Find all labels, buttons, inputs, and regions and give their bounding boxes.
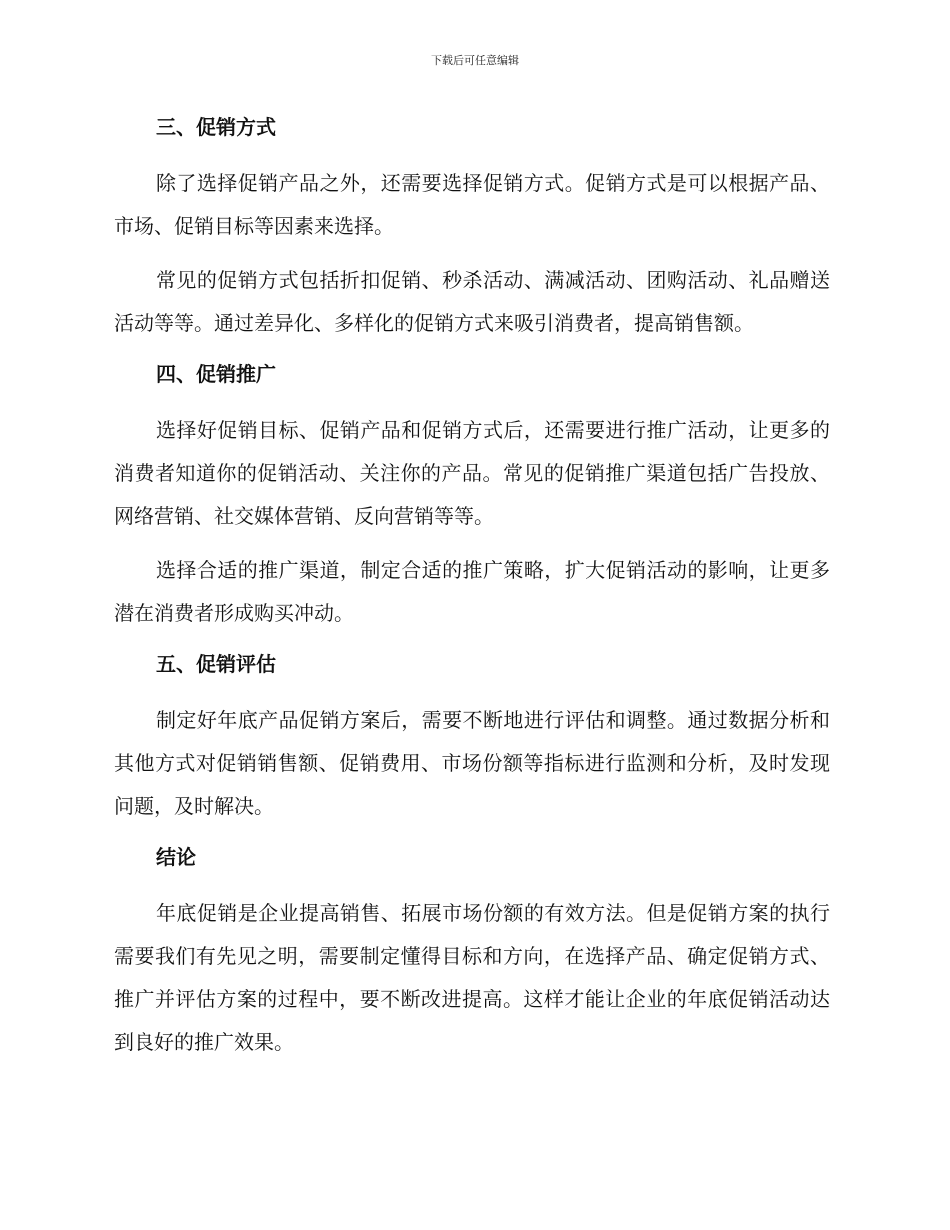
- section-heading-promotion-marketing: 四、促销推广: [156, 362, 276, 386]
- document-body: [114, 109, 830, 1075]
- section-heading-promotion-methods: 三、促销方式: [156, 115, 276, 139]
- section-heading-conclusion: 结论: [156, 845, 196, 869]
- paragraph: 选择合适的推广渠道，制定合适的推广策略，扩大促销活动的影响，让更多潜在消费者形成购买冲动。: [114, 558, 830, 625]
- paragraph: 常见的促销方式包括折扣促销、秒杀活动、满减活动、团购活动、礼品赠送活动等等。通过差异化、多样化的促销方式来吸引消费者，提高销售额。: [114, 268, 830, 335]
- paragraph: 选择好促销目标、促销产品和促销方式后，还需要进行推广活动，让更多的消费者知道你的促销活动、关注你的产品。常见的促销推广渠道包括广告投放、网络营销、社交媒体营销、反向营销等等。: [114, 418, 830, 528]
- paragraph: 除了选择促销产品之外，还需要选择促销方式。促销方式是可以根据产品、市场、促销目标等因素来选择。: [114, 171, 830, 238]
- page-header: 下载后可任意编辑: [431, 54, 519, 67]
- paragraph: 制定好年底产品促销方案后，需要不断地进行评估和调整。通过数据分析和其他方式对促销销售额、促销费用、市场份额等指标进行监测和分析，及时发现问题，及时解决。: [114, 708, 830, 818]
- section-heading-promotion-evaluation: 五、促销评估: [156, 652, 276, 676]
- paragraph: 年底促销是企业提高销售、拓展市场份额的有效方法。但是促销方案的执行需要我们有先见之明，需要制定懂得目标和方向，在选择产品、确定促销方式、推广并评估方案的过程中，要不断改进提高。这样才能让企业的年底促销活动达到良好的推广效果。: [114, 901, 830, 1054]
